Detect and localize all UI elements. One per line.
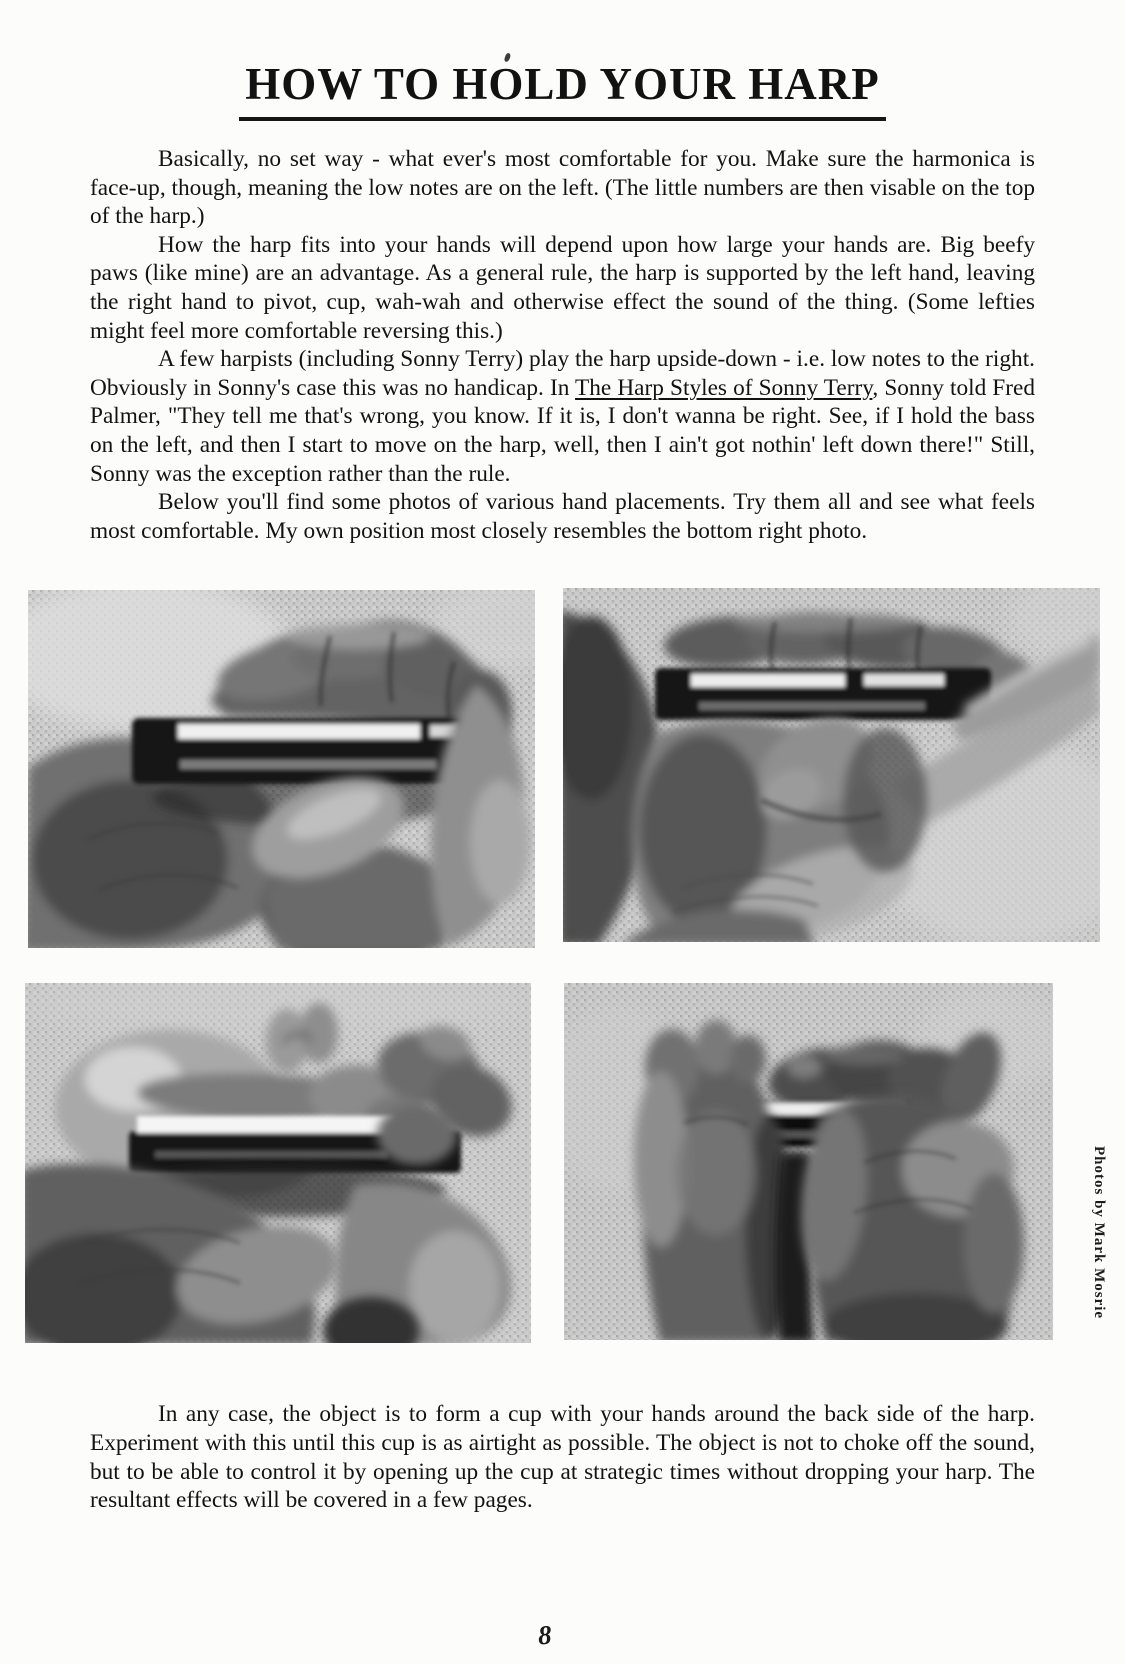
photo-bottom-left (25, 983, 531, 1343)
paragraph-photos-intro: Below you'll find some photos of various hand placements. Try them all and see what feels most comfortable. My own position most closely resembles the bottom right photo. (90, 489, 1035, 544)
photo-rear-cup-position (564, 983, 1053, 1340)
body-text (90, 145, 1035, 545)
right-hand (793, 1094, 1024, 1340)
photo-credit: Photos by Mark Mosrie (1091, 1146, 1107, 1320)
paragraph-basics: Basically, no set way - what ever's most comfortable for you. Make sure the harmonica is face-up, though, meaning the low notes are on the left. (The little numbers are then visable on the top of the harp.) (90, 146, 1035, 230)
photo-top-left (28, 590, 535, 948)
page-number: 8 (536, 1619, 553, 1651)
photo-bottom-right (564, 983, 1053, 1340)
page-title-text: HOW TO HOLD YOUR HARP (239, 58, 885, 121)
paragraph-cup-object: In any case, the object is to form a cup with your hands around the back side of the harp. Experiment with this until this cup is as airtight as possible. The object is not to choke off the sound, but to be able to control it by opening up the cup at strategic times without dropping your harp. The resultant effects will be covered in a few pages. (90, 1401, 1035, 1514)
harmonica (132, 718, 478, 784)
photo-hands-cupped-side-view (28, 590, 535, 948)
paragraph-sonny-terry: A few harpists (including Sonny Terry) play the harp upside-down - i.e. low notes to the right. Obviously in Sonny's case this was no handicap. In The Harp Styles of Sonny Terry, Sonny told Fred Palmer, "They tell me that's wrong, you know. If it is, I don't wanna be right. See, if I hold the bass on the left, and then I start to move on the harp, well, then I ain't got nothin' left down there!" Still, Sonny was the exception rather than the rule. (90, 346, 1036, 487)
harmonica (655, 668, 991, 720)
paragraph-hand-size: How the harp fits into your hands will depend upon how large your hands are. Big beefy paws (like mine) are an advantage. As a general rule, the harp is supported by the left hand, leaving the right hand to pivot, cup, wah-wah and otherwise effect the sound of the thing. (Some lefties might feel more comfortable reversing this.) (90, 231, 1035, 344)
closing-text (90, 1400, 1035, 1515)
photo-bunched-fingers-grip (25, 983, 531, 1343)
photo-top-right (563, 588, 1100, 942)
photo-open-palm-hold (563, 588, 1100, 942)
page-title (0, 58, 1125, 121)
